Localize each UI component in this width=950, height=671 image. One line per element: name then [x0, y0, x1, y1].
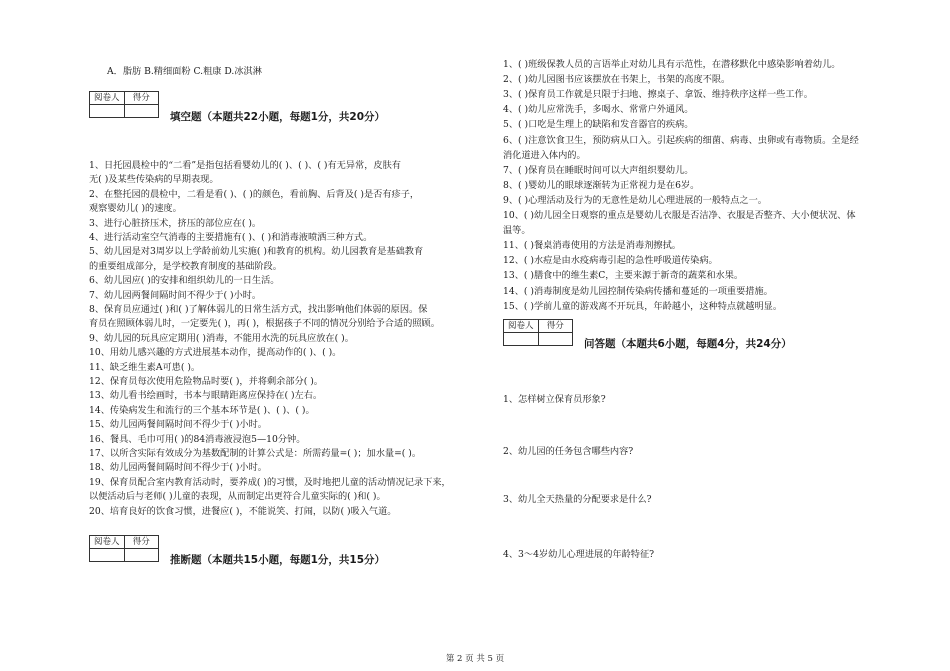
- judge-item-line: 7、( )保育员在睡眠时间可以大声组织婴幼儿。: [503, 164, 694, 176]
- fill-question-line: 12、保育员每次使用危险物品时要( )，并将剩余部分( )。: [89, 376, 323, 387]
- score-box-qa: [503, 319, 573, 346]
- judge-item-line: 9、( )心理活动及行为的无意性是幼儿心理进展的一般特点之一。: [503, 194, 767, 206]
- fill-question-line: 16、餐具、毛巾可用( )的84消毒液浸泡5—10分钟。: [89, 433, 306, 445]
- judge-item-line: 5、( )口吃是生理上的缺陷和发音器官的疾病。: [503, 119, 694, 131]
- qa-question-4: 4、3～4岁幼儿心理进展的年龄特征?: [503, 549, 655, 560]
- judge-item-line: 温等。: [503, 225, 531, 237]
- fill-question-line: 9、幼儿园的玩具应定期用( )消毒，不能用水洗的玩具应放在( )。: [89, 332, 354, 344]
- score-label: 得分: [125, 536, 159, 549]
- fill-question-line: 育员在照顾体弱儿时，一定要先( )，再( )，根据孩子不同的情况分别给予合适的照顾。: [89, 318, 440, 330]
- fill-question-line: 7、幼儿园两餐间隔时间不得少于( )小时。: [89, 289, 262, 301]
- fill-question-line: 5、幼儿园是对3周岁以上学龄前幼儿实施( )和教育的机构。幼儿园教育是基础教育: [89, 246, 424, 258]
- judge-item-line: 1、( )班级保教人员的言语举止对幼儿具有示范性，在潜移默化中感染影响着幼儿。: [503, 59, 841, 70]
- fill-question-line: 8、保育员应通过( )和( )了解体弱儿的日常生活方式，找出影响他们体弱的原因。保: [89, 304, 428, 315]
- page-footer: 第 2 页 共 5 页: [445, 654, 505, 664]
- score-box-fill: [89, 91, 159, 118]
- qa-section-title: 问答题（本题共6小题，每题4分，共24分）: [584, 338, 792, 350]
- judge-item-line: 11、( )餐桌消毒使用的方法是消毒剂擦拭。: [503, 240, 681, 252]
- judge-item-line: 4、( )幼儿应常洗手，多喝水、常常户外通风。: [503, 104, 694, 116]
- score-label: 得分: [539, 320, 573, 333]
- fill-question-line: 4、进行活动室空气消毒的主要措施有( )、( )和消毒液喷洒三种方式。: [89, 232, 373, 243]
- judge-item-line: 15、( )学前儿童的游戏离不开玩具，年龄越小，这种特点就越明显。: [503, 300, 783, 312]
- reviewer-label: 阅卷人: [90, 536, 124, 549]
- fill-question-line: 观察婴幼儿( )的速度。: [89, 203, 182, 215]
- score-box-judge: [89, 535, 159, 562]
- fill-question-line: 10、用幼儿感兴趣的方式进展基本动作，提高动作的( )、( )。: [89, 347, 342, 359]
- fill-question-line: 无( )及某些传染病的早期表现。: [89, 174, 219, 186]
- reviewer-label: 阅卷人: [504, 320, 538, 333]
- fill-question-line: 6、幼儿园应( )的安排和组织幼儿的一日生活。: [89, 275, 280, 287]
- judge-item-line: 12、( )水痘是由水疫病毒引起的急性呼吸道传染病。: [503, 255, 718, 267]
- fill-section-title: 填空题（本题共22小题，每题1分，共20分）: [170, 111, 386, 123]
- fill-question-line: 11、缺乏维生素A可患( )。: [89, 361, 201, 373]
- fill-question-line: 19、保育员配合室内教育活动时，要养成( )的习惯，及时地把儿童的活动情况记录下来，: [89, 476, 451, 488]
- fill-question-line: 18、幼儿园两餐间隔时间不得少于( )小时。: [89, 462, 267, 474]
- judge-item-line: 13、( )膳食中的维生素C，主要来源于新奇的蔬菜和水果。: [503, 270, 744, 282]
- fill-question-line: 的重要组成部分，是学校教育制度的基础阶段。: [89, 260, 282, 272]
- fill-question-line: 1、日托园晨检中的“二看”是指包括看婴幼儿的( )、( )、( )有无异常，皮肤有: [89, 160, 401, 171]
- judge-section-title: 推断题（本题共15小题，每题1分，共15分）: [170, 554, 386, 566]
- fill-question-line: 20、培育良好的饮食习惯，进餐应( )，不能说笑、打闹，以防( )吸入气道。: [89, 505, 397, 517]
- options-line: A．脂肪 B.精细面粉 C.粗康 D.冰淇淋: [107, 66, 262, 77]
- fill-question-line: 3、进行心脏挤压术，挤压的部位应在( )。: [89, 217, 262, 229]
- reviewer-label: 阅卷人: [90, 92, 124, 105]
- fill-question-line: 14、传染病发生和流行的三个基本环节是( )、( )、( )。: [89, 404, 315, 416]
- judge-item-line: 3、( )保育员工作就是只限于扫地、擦桌子、拿饭、维持秩序这样一些工作。: [503, 89, 813, 101]
- judge-item-line: 14、( )消毒制度是幼儿园控制传染病传播和蔓延的一项重要措施。: [503, 285, 773, 297]
- judge-item-line: 10、( )幼儿园全日观察的重点是婴幼儿衣服是否洁净、衣服是否整齐、大小便状况、体: [503, 210, 856, 221]
- fill-question-line: 13、幼儿看书绘画时，书本与眼睛距离应保持在( )左右。: [89, 390, 323, 402]
- qa-question-1: 1、怎样树立保育员形象?: [503, 394, 606, 405]
- score-label: 得分: [125, 92, 159, 105]
- judge-item-line: 6、( )注意饮食卫生，预防病从口入。引起疾病的细菌、病毒、虫卵或有毒物质。全是经: [503, 134, 859, 146]
- fill-question-line: 2、在整托园的晨检中，二看是看( )、( )的颜色，看前胸、后背及( )是否有疹子，: [89, 188, 420, 200]
- judge-item-line: 消化道进入体内的。: [503, 149, 586, 161]
- judge-item-line: 8、( )婴幼儿的眼球逐渐转为正常视力是在6岁。: [503, 179, 700, 191]
- fill-question-line: 以便活动后与老师( )儿童的表现，从而制定出更符合儿童实际的( )和( )。: [89, 491, 386, 503]
- qa-question-3: 3、幼儿全天热量的分配要求是什么?: [503, 494, 652, 505]
- fill-question-line: 15、幼儿园两餐间隔时间不得少于( )小时。: [89, 419, 267, 431]
- judge-item-line: 2、( )幼儿园图书应该摆放在书架上，书架的高度不限。: [503, 74, 731, 86]
- fill-question-line: 17、以所含实际有效成分为基数配制的计算公式是：所需药量=( )；加水量=( )。: [89, 448, 422, 459]
- qa-question-2: 2、幼儿园的任务包含哪些内容?: [503, 446, 634, 457]
